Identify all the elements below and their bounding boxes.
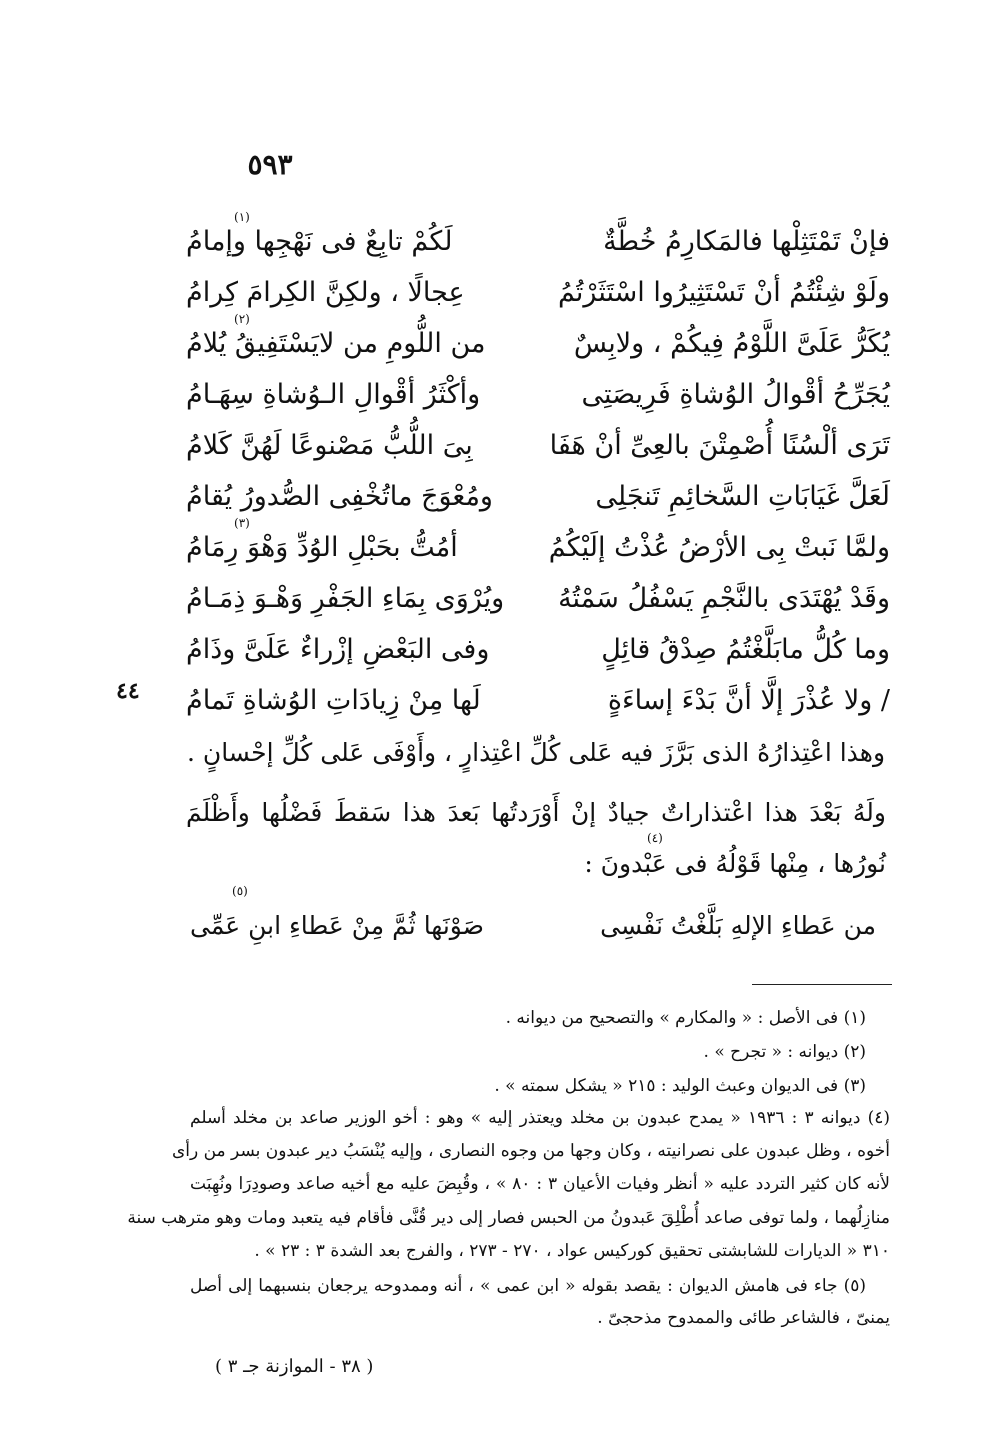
verse-first-hemistich: يُكَرُّ عَلَىَّ اللَّوْمُ فِيكُمْ ، ولابِسٌ: [573, 328, 890, 359]
footnote-line: يمنىّ ، فالشاعر طائى والممدوح مذحجىّ .: [597, 1308, 890, 1328]
verse: [186, 312, 890, 363]
verse-second-hemistich: لَكُمْ تابِعٌ فى نَهْجِها وإمامُ: [186, 226, 453, 257]
verse-second-hemistich: ومُعْوَجَ ماتُخْفِى الصُّدورُ يُقامُ: [186, 481, 493, 512]
footnote-line: ٣١٠ « الديارات للشابشتى تحقيق كوركيس عواد ، ٢٧٠ - ٢٧٣ ، والفرج بعد الشدة ٣ : ٢٣ » .: [254, 1241, 890, 1261]
verse-second-hemistich: ويُرْوَى بِمَاءِ الجَفْرِ وَهْـوَ ذِمَـامُ: [186, 583, 505, 614]
verse-first-hemistich: / ولا عُذْرَ إلَّا أنَّ بَدْءَ إساءَةٍ: [607, 685, 890, 716]
verse-hemistich: من عَطاءِ الإلهِ بَلَّغْتُ نَفْسِى: [600, 911, 876, 940]
verse: [186, 618, 890, 669]
verse-hemistich: صَوْنَها ثُمَّ مِنْ عَطاءِ ابنِ عَمِّى: [190, 911, 484, 940]
verse: [186, 210, 890, 261]
verse: [186, 465, 890, 516]
prose-line: وهذا اعْتِذارُهُ الذى بَرَّزَ فيه عَلى كُلِّ اعْتِذارٍ ، وأَوْفَى عَلى كُلِّ إحْسانٍ .: [186, 738, 886, 767]
verse-second-hemistich: وفى البَعْضِ إزْراءٌ عَلَىَّ وذَامُ: [186, 634, 490, 665]
footnote-line: (٣) فى الديوان وعبث الوليد : ٢١٥ « يشكل سمته » .: [494, 1076, 866, 1096]
verse-first-hemistich: وما كُلُّ مابَلَّغْتُمُ صِدْقُ قائِلٍ: [601, 634, 890, 665]
verse-first-hemistich: يُجَرِّحُ أقْوالُ الوُشاةِ فَرِيصَتِى: [581, 379, 890, 410]
poem: [186, 210, 890, 720]
footnote-ref: (١): [234, 210, 250, 224]
footnote-line: (٥) جاء فى هامش الديوان : يقصد بقوله « ابن عمى » ، أنه وممدوحه يرجعان بنسبهما إلى أصل: [190, 1276, 866, 1296]
verse-first-hemistich: فإنْ تَمْتَثِلْها فالمَكارِمُ خُطَّةٌ: [603, 226, 890, 257]
footnote-line: (٤) ديوانه ٣ : ١٩٣٦ « يمدح عبدون بن مخلد ويعتذر إليه » وهو : أخو الوزير صاعد بن مخلد أسلم: [190, 1108, 890, 1128]
book-footer: ( ٣٨ - الموازنة جـ ٣ ): [215, 1356, 374, 1377]
footnote-ref: (٢): [234, 312, 250, 326]
verse: [186, 261, 890, 312]
verse-second-hemistich: من اللُّومِ من لايَسْتَفِيقُ يُلامُ: [186, 328, 486, 359]
verse: [186, 567, 890, 618]
verse-second-hemistich: لَها مِنْ زِيادَاتِ الوُشاةِ تَمامُ: [186, 685, 481, 716]
footnote-line: لأنه كان كثير التردد عليه « أنظر وفيات الأعيان ٣ : ٨٠ » ، وقُبِضَ عليه مع أخيه صاعد وصودِرَا ونُهِبَت: [190, 1174, 890, 1194]
page-number: ٥٩٣: [247, 148, 293, 181]
verse-first-hemistich: ولمَّا نَبتْ بِى الأرْضُ عُذْتُ إلَيْكُمُ: [548, 532, 890, 563]
verse-first-hemistich: ولَوْ شِئْتُمُ أنْ تَسْتَثِيرُوا اسْتَثَرْتُمُ: [557, 277, 890, 308]
verse: [186, 669, 890, 720]
footnote-line: (١) فى الأصل : « والمكارم » والتصحيح من ديوانه .: [505, 1008, 866, 1028]
verse-first-hemistich: وقَدْ يُهْتَدَى بالنَّجْمِ يَسْفُلُ سَمْتُهُ: [558, 583, 890, 614]
verse-second-hemistich: عِجالًا ، ولكِنَّ الكِرامَ كِرامُ: [186, 277, 465, 308]
footnote-ref: (٣): [234, 516, 250, 530]
verse-first-hemistich: تَرَى ألْسُنًا أُصْمِتْنَ بالعِىِّ أنْ هَفَا: [549, 430, 890, 461]
footnote-line: (٢) ديوانه : « تجرح » .: [703, 1042, 866, 1062]
footnote-line: أخوه ، وظل عبدون على نصرانيته ، وكان وجها من وجوه النصارى ، وإليه يُنْسَبُ دير عبدون بسر من رأى: [171, 1141, 890, 1161]
margin-number: ٤٤: [116, 678, 140, 704]
prose-line: نُورُها ، مِنْها قَوْلُهُ فى عَبْدونَ :: [584, 849, 886, 878]
footnote-divider: [752, 984, 892, 985]
verse-second-hemistich: وأكْثَرُ أقْوالِ الـوُشاةِ سِهَـامُ: [186, 379, 481, 410]
verse-second-hemistich: بِىَ اللُّبُّ مَصْنوعًا لَهُنَّ كَلامُ: [186, 430, 473, 461]
footnote-ref: (٤): [647, 831, 663, 845]
verse: [186, 516, 890, 567]
prose-line: ولَهُ بَعْدَ هذا اعْتذاراتٌ جيادٌ إنْ أَوْرَدتُها بَعدَ هذا سَقطَ فَضْلُها وأَظْلَمَ: [186, 798, 886, 827]
verse: [186, 414, 890, 465]
footnote-line: منازِلُهما ، ولما توفى صاعد أُطْلِقَ عَبدونُ من الحبس فصار إلى دير قُنَّى فأقام فيه يتعبد ومات وهو مترهب سنة: [127, 1208, 890, 1228]
verse: [186, 363, 890, 414]
verse-first-hemistich: لَعَلَّ غَيَابَاتِ السَّخائِمِ تَنجَلِى: [595, 481, 890, 512]
verse-second-hemistich: أمُتُّ بحَبْلِ الوُدِّ وَهْوَ رِمَامُ: [186, 532, 458, 563]
footnote-ref: (٥): [232, 884, 248, 898]
